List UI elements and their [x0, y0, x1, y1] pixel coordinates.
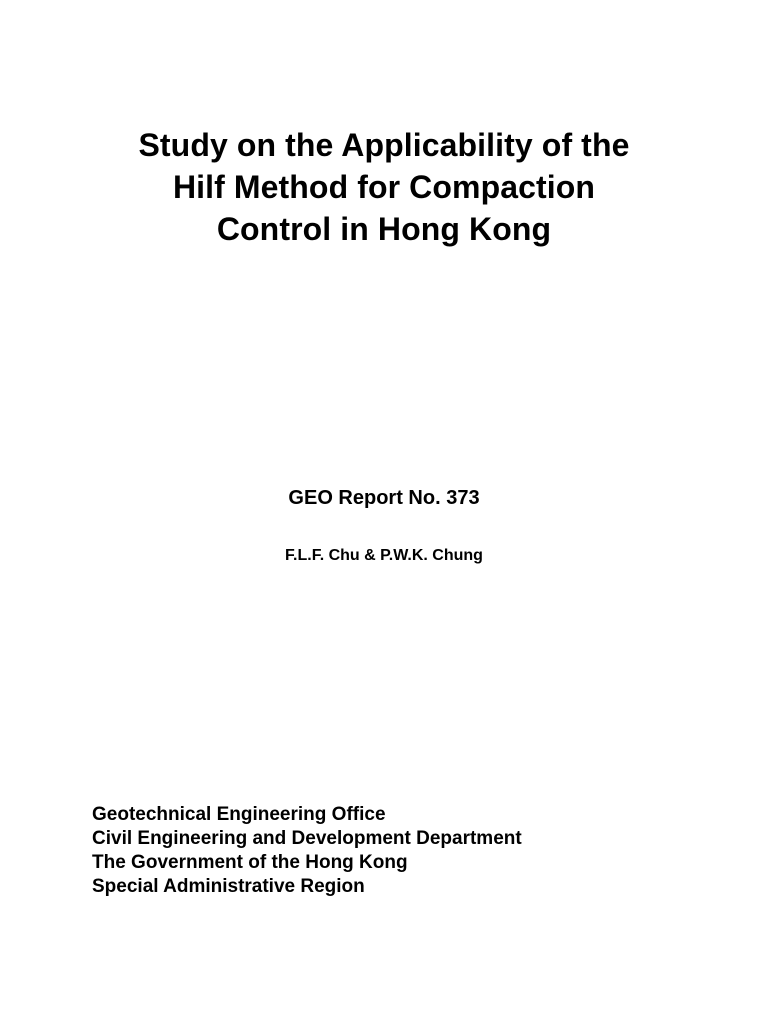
title-line-3: Control in Hong Kong	[216, 211, 552, 247]
organization-line-4: Special Administrative Region	[92, 876, 365, 897]
title-line-2: Hilf Method for Compaction	[172, 169, 596, 205]
organization-block	[92, 803, 712, 899]
organization-line-3: The Government of the Hong Kong	[92, 852, 408, 873]
title-line-1: Study on the Applicability of the	[138, 127, 630, 163]
organization-line-2: Civil Engineering and Development Department	[92, 828, 522, 849]
report-number: GEO Report No. 373	[288, 487, 480, 509]
authors: F.L.F. Chu & P.W.K. Chung	[285, 547, 483, 564]
organization-line-1: Geotechnical Engineering Office	[92, 804, 386, 825]
report-title	[0, 124, 768, 250]
